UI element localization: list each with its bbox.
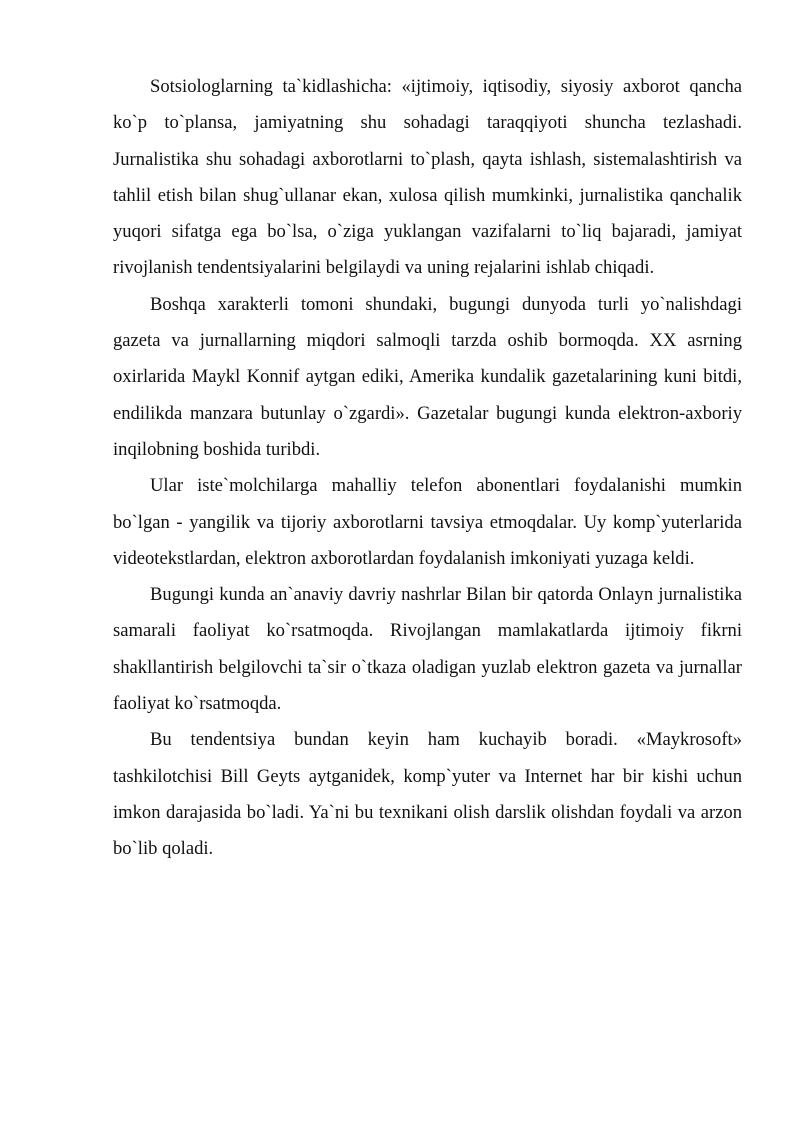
paragraph-4: Bugungi kunda an`anaviy davriy nashrlar Bilan bir qatorda Onlayn jurnalistika samarali faoliyat ko`rsatmoqda. Rivojlangan mamlakatlarda ijtimoiy fikrni shakllantirish belgilovchi ta`sir o`tkaza oladigan yuzlab elektron gazeta va jurnallar faoliyat ko`rsatmoqda. [113, 584, 742, 715]
paragraph-1: Sotsiologlarning ta`kidlashicha: «ijtimoiy, iqtisodiy, siyosiy axborot qancha ko`p to`plansa, jamiyatning shu sohadagi taraqqiyoti shuncha tezlashadi. Jurnalistika shu sohadagi axborotlarni to`plash, qayta ishlash, sistemalashtirish va tahlil etish bilan shug`ullanar ekan, xulosa qilish mumkinki, jurnalistika qanchalik yuqori sifatga ega bo`lsa, o`ziga yuklangan vazifalarni to`liq bajaradi, jamiyat rivojlanish tendentsiyalarini belgilaydi va uning rejalarini ishlab chiqadi. [113, 76, 742, 279]
paragraph-2: Boshqa xarakterli tomoni shundaki, bugungi dunyoda turli yo`nalishdagi gazeta va jurnallarning miqdori salmoqli tarzda oshib bormoqda. XX asrning oxirlarida Maykl Konnif aytgan ediki, Amerika kundalik gazetalarining kuni bitdi, endilikda manzara butunlay o`zgardi». Gazetalar bugungi kunda elektron-axboriy inqilobning boshida turibdi. [113, 293, 742, 460]
paragraph-5: Bu tendentsiya bundan keyin ham kuchayib boradi. «Maykrosoft» tashkilotchisi Bill Geyts aytganidek, komp`yuter va Internet har bir kishi uchun imkon darajasida bo`ladi. Ya`ni bu texnikani olish darslik olishdan foydali va arzon bo`lib qoladi. [113, 729, 742, 860]
paragraph-3: Ular iste`molchilarga mahalliy telefon abonentlari foydalanishi mumkin bo`lgan - yangilik va tijoriy axborotlarni tavsiya etmoqdalar. Uy komp`yuterlarida videotekstlardan, elektron axborotlardan foydalanish imkoniyati yuzaga keldi. [113, 475, 742, 569]
document-page [113, 69, 742, 868]
